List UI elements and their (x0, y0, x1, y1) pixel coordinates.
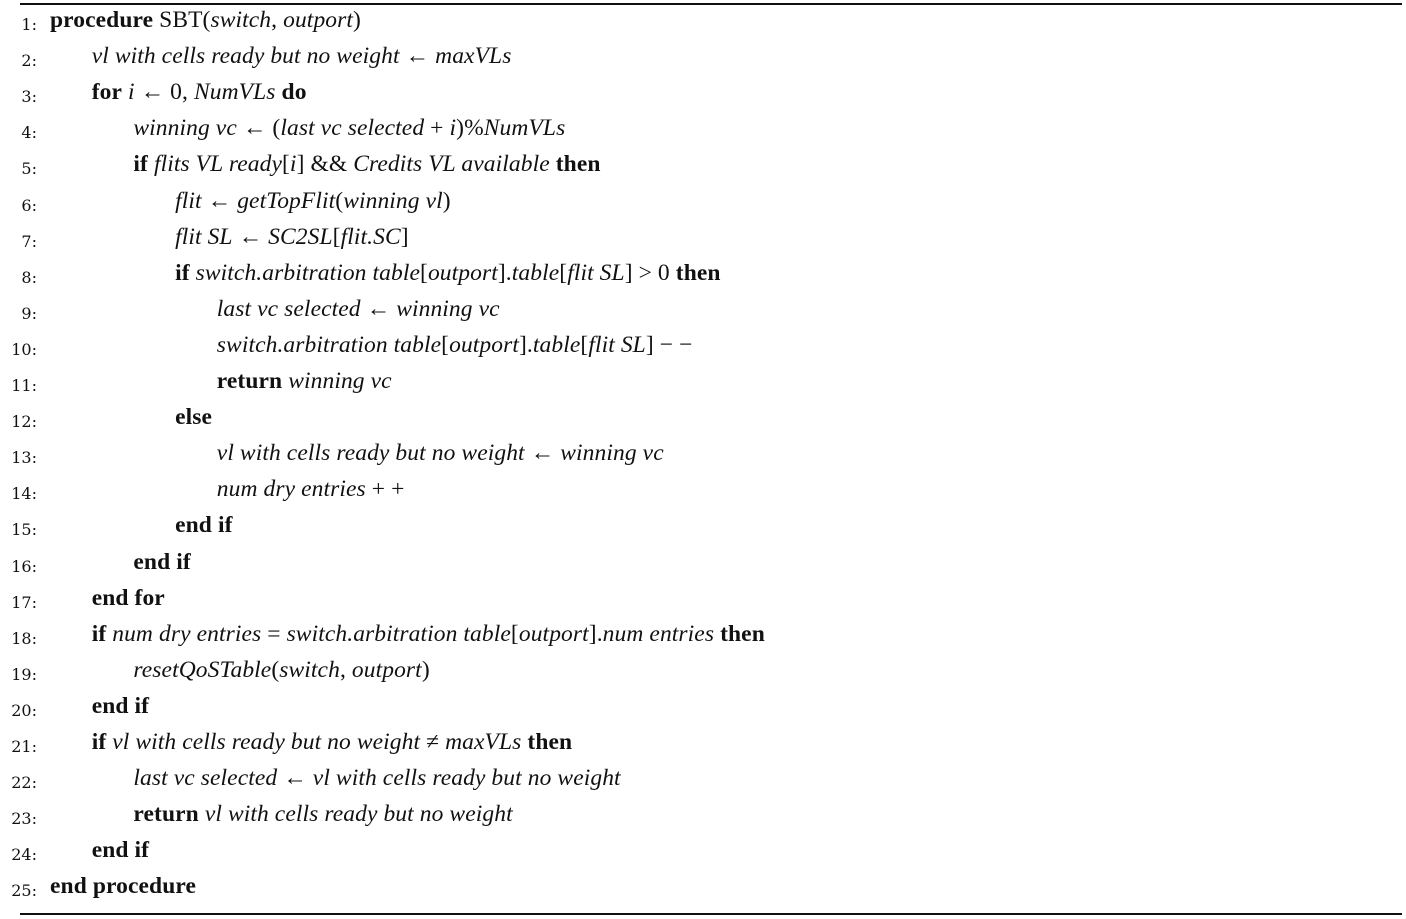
code-line (0, 148, 1406, 184)
operator-text: = (261, 620, 287, 647)
line-number: 6: (21, 195, 37, 215)
keyword: end if (175, 512, 233, 539)
line-number: 10: (11, 339, 37, 359)
code-text (92, 79, 307, 106)
code-text (50, 873, 196, 900)
code-text (92, 43, 512, 70)
keyword: return (216, 368, 283, 394)
identifier: winning vc (396, 295, 500, 322)
line-number: 5: (21, 159, 37, 179)
operator-text: ← (277, 765, 313, 792)
line-number: 16: (11, 556, 37, 576)
operator-text: [ (332, 223, 341, 250)
operator-text: ) (421, 656, 430, 683)
identifier: flit (175, 187, 202, 214)
operator-text: ← (360, 295, 397, 322)
operator-text: ← 0, (134, 79, 194, 106)
code-text (50, 7, 361, 34)
bottom-rule (20, 913, 1402, 915)
code-line (0, 185, 1406, 221)
operator-text: ← (232, 223, 269, 250)
identifier: i (127, 79, 135, 106)
identifier: num dry entries (112, 620, 262, 647)
line-number: 22: (11, 773, 37, 793)
code-text (217, 440, 664, 467)
operator-text: ]. (497, 259, 512, 286)
operator-text: [ (420, 259, 428, 286)
line-number: 14: (11, 484, 37, 504)
identifier: outport (427, 259, 498, 286)
code-text (92, 621, 765, 648)
code-line (0, 834, 1406, 870)
line-number: 4: (21, 123, 37, 143)
identifier: last vc selected (280, 115, 425, 142)
line-number: 3: (21, 87, 37, 107)
code-line (0, 690, 1406, 726)
identifier: switch.arbitration table (195, 259, 420, 286)
identifier: flit SL (567, 259, 625, 286)
line-number: 8: (21, 267, 37, 287)
code-line (0, 473, 1406, 509)
code-line (0, 870, 1406, 906)
identifier: switch (279, 656, 340, 683)
code-text (133, 801, 512, 828)
operator-text: ← (399, 43, 436, 70)
identifier: switch.arbitration table (286, 620, 511, 647)
code-line (0, 401, 1406, 437)
identifier: last vc selected (133, 765, 278, 792)
identifier: num dry entries (216, 476, 366, 503)
keyword: else (175, 404, 213, 431)
code-line (0, 4, 1406, 40)
line-number: 15: (11, 520, 37, 540)
identifier: resetQoSTable (133, 656, 272, 683)
identifier: switch (210, 7, 272, 33)
identifier: i (449, 115, 457, 142)
identifier: maxVLs (445, 729, 522, 755)
operator-text: [ (441, 331, 450, 358)
line-number: 25: (11, 881, 37, 901)
identifier: maxVLs (435, 43, 512, 70)
operator-text: [ (559, 259, 568, 286)
keyword: then (720, 620, 765, 647)
code-text (217, 296, 500, 323)
identifier: outport (449, 331, 519, 358)
identifier: last vc selected (216, 295, 361, 322)
line-number: 1: (21, 15, 37, 34)
identifier: table (511, 259, 560, 286)
code-line (0, 112, 1406, 148)
code-line (0, 509, 1406, 545)
code-text (92, 837, 149, 864)
keyword: then (675, 259, 721, 286)
code-line (0, 798, 1406, 834)
identifier: i (289, 151, 297, 178)
line-number: 23: (11, 809, 37, 829)
operator-text: [ (510, 620, 519, 647)
line-number: 19: (11, 664, 37, 684)
operator-text: ← ( (236, 115, 281, 142)
operator-text: SBT( (153, 7, 211, 33)
keyword: end if (91, 837, 150, 864)
line-number: 17: (11, 592, 37, 612)
code-line (0, 654, 1406, 690)
identifier: outport (283, 7, 354, 33)
identifier: winning vc (288, 368, 392, 394)
operator-text: ≠ (420, 729, 446, 755)
operator-text: + (424, 115, 450, 142)
identifier: getTopFlit (237, 187, 336, 214)
code-text (217, 368, 392, 395)
identifier: vl with cells ready but no weight (91, 43, 400, 70)
identifier: table (532, 331, 581, 358)
keyword: if (133, 151, 148, 178)
identifier: winning vc (560, 440, 664, 467)
identifier: vl with cells ready but no weight (204, 801, 513, 828)
code-text (133, 151, 600, 178)
line-number: 13: (11, 448, 37, 468)
operator-text: ] − − (645, 331, 693, 358)
keyword: procedure (50, 7, 154, 33)
keyword: then (555, 151, 601, 178)
line-number: 11: (11, 376, 37, 395)
code-line (0, 293, 1406, 329)
identifier: vl with cells ready but no weight (312, 765, 621, 792)
code-line (0, 582, 1406, 618)
keyword: if (91, 620, 107, 647)
code-text (175, 260, 720, 287)
keyword: end if (91, 692, 150, 719)
identifier: winning vc (133, 115, 237, 142)
code-text (92, 693, 149, 720)
identifier: flit.SC (340, 223, 401, 250)
code-line (0, 329, 1406, 365)
operator-text: ( (335, 187, 344, 214)
identifier: outport (518, 620, 589, 647)
code-line (0, 546, 1406, 582)
code-line (0, 618, 1406, 654)
operator-text: ] > 0 (624, 259, 676, 286)
line-number: 21: (11, 737, 37, 756)
identifier: NumVLs (483, 115, 566, 142)
code-text (133, 549, 190, 576)
identifier: flits VL ready (153, 151, 282, 178)
code-text (133, 765, 620, 792)
line-number: 24: (11, 845, 37, 865)
code-line (0, 726, 1406, 762)
identifier: vl with cells ready but no weight (112, 729, 421, 755)
operator-text: [ (580, 331, 589, 358)
code-text (175, 404, 212, 431)
operator-text: ] && (296, 151, 354, 178)
identifier: vl with cells ready but no weight (216, 440, 525, 467)
identifier: num entries (602, 620, 715, 647)
keyword: end procedure (50, 873, 197, 900)
code-line (0, 437, 1406, 473)
keyword: then (527, 729, 573, 755)
operator-text: ( (271, 656, 280, 683)
keyword: if (91, 729, 107, 755)
operator-text: ] (400, 223, 409, 250)
operator-text: [ (281, 151, 290, 178)
keyword: do (281, 79, 307, 106)
operator-text: ) (353, 7, 361, 33)
keyword: for (91, 79, 122, 106)
code-text (175, 188, 451, 215)
code-text (92, 585, 165, 612)
identifier: outport (351, 656, 422, 683)
code-text (133, 657, 429, 684)
line-number: 18: (11, 628, 37, 648)
code-text (92, 729, 573, 756)
operator-text: ) (442, 187, 451, 214)
code-text (175, 224, 409, 251)
code-text (133, 115, 565, 142)
operator-text: + + (365, 476, 405, 503)
keyword: end if (133, 548, 191, 575)
identifier: flit SL (588, 331, 646, 358)
code-text (217, 332, 693, 359)
operator-text: ]. (588, 620, 603, 647)
code-line (0, 257, 1406, 293)
operator-text: , (271, 7, 284, 33)
identifier: winning vl (343, 187, 443, 214)
operator-text: , (339, 656, 352, 683)
identifier: Credits VL available (353, 151, 550, 178)
code-line (0, 762, 1406, 798)
identifier: NumVLs (193, 79, 276, 106)
code-line (0, 40, 1406, 76)
identifier: SC2SL (268, 223, 333, 250)
operator-text: )% (456, 115, 484, 142)
line-number: 20: (11, 700, 37, 720)
identifier: switch.arbitration table (216, 331, 442, 358)
code-text (217, 476, 405, 503)
keyword: return (133, 801, 199, 828)
line-number: 9: (21, 303, 37, 323)
code-text (175, 512, 232, 539)
code-line (0, 365, 1406, 401)
operator-text: ← (524, 440, 561, 467)
line-number: 7: (21, 231, 37, 251)
operator-text: ]. (519, 331, 533, 358)
line-number: 12: (11, 412, 37, 432)
operator-text: ← (201, 187, 238, 214)
keyword: if (175, 259, 190, 286)
code-line (0, 76, 1406, 112)
code-line (0, 221, 1406, 257)
identifier: flit SL (175, 223, 233, 250)
keyword: end for (91, 584, 165, 611)
line-number: 2: (21, 51, 37, 71)
